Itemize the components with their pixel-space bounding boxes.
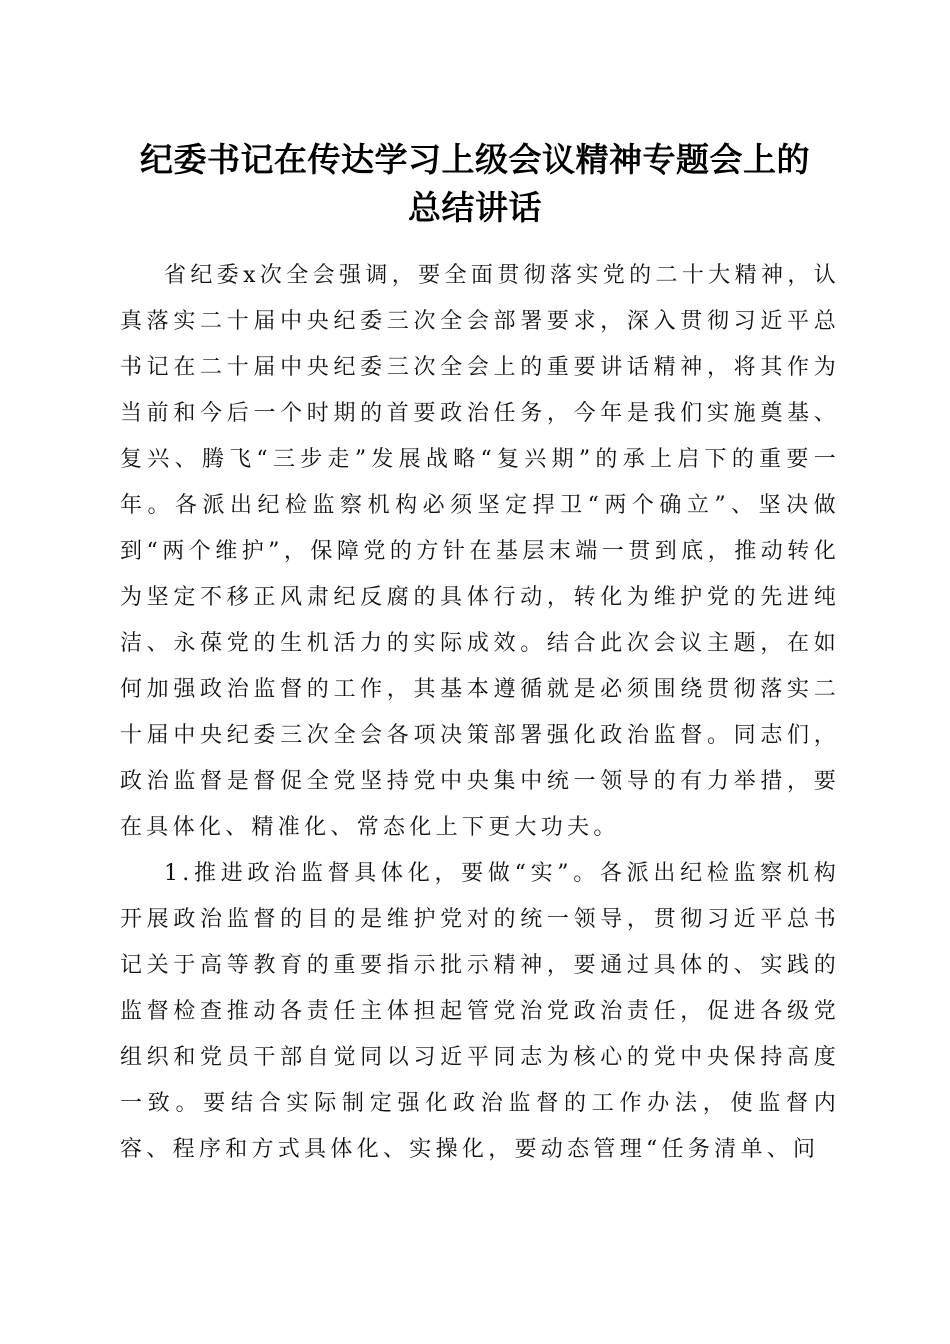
title-line-2: 总结讲话 bbox=[408, 188, 542, 227]
title-line-1: 纪委书记在传达学习上级会议精神专题会上的 bbox=[140, 140, 810, 179]
document-title bbox=[110, 136, 840, 232]
paragraph-point-1: 1.推进政治监督具体化，要做“实”。各派出纪检监察机构开展政治监督的目的是维护党对的统一领导，贯彻习近平总书记关于高等教育的重要指示批示精神，要通过具体的、实践的监督检查推动各责任主体担起管党治党政治责任，促进各级党组织和党员干部自觉同以习近平同志为核心的党中央保持高度一致。要结合实际制定强化政治监督的工作办法，使监督内容、程序和方式具体化、实操化，要动态管理“任务清单、问 bbox=[120, 861, 840, 1162]
document-body bbox=[120, 253, 840, 1173]
paragraph-intro: 省纪委x次全会强调，要全面贯彻落实党的二十大精神，认真落实二十届中央纪委三次全会部署要求，深入贯彻习近平总书记在二十届中央纪委三次全会上的重要讲话精神，将其作为当前和今后一个时期的首要政治任务，今年是我们实施奠基、复兴、腾飞“三步走”发展战略“复兴期”的承上启下的重要一年。各派出纪检监察机构必须坚定捍卫“两个确立”、坚决做到“两个维护”，保障党的方针在基层末端一贯到底，推动转化为坚定不移正风肃纪反腐的具体行动，转化为维护党的先进纯洁、永葆党的生机活力的实际成效。结合此次会议主题，在如何加强政治监督的工作，其基本遵循就是必须围绕贯彻落实二十届中央纪委三次全会各项决策部署强化政治监督。同志们，政治监督是督促全党坚持党中央集中统一领导的有力举措，要在具体化、精准化、常态化上下更大功夫。 bbox=[120, 263, 840, 840]
